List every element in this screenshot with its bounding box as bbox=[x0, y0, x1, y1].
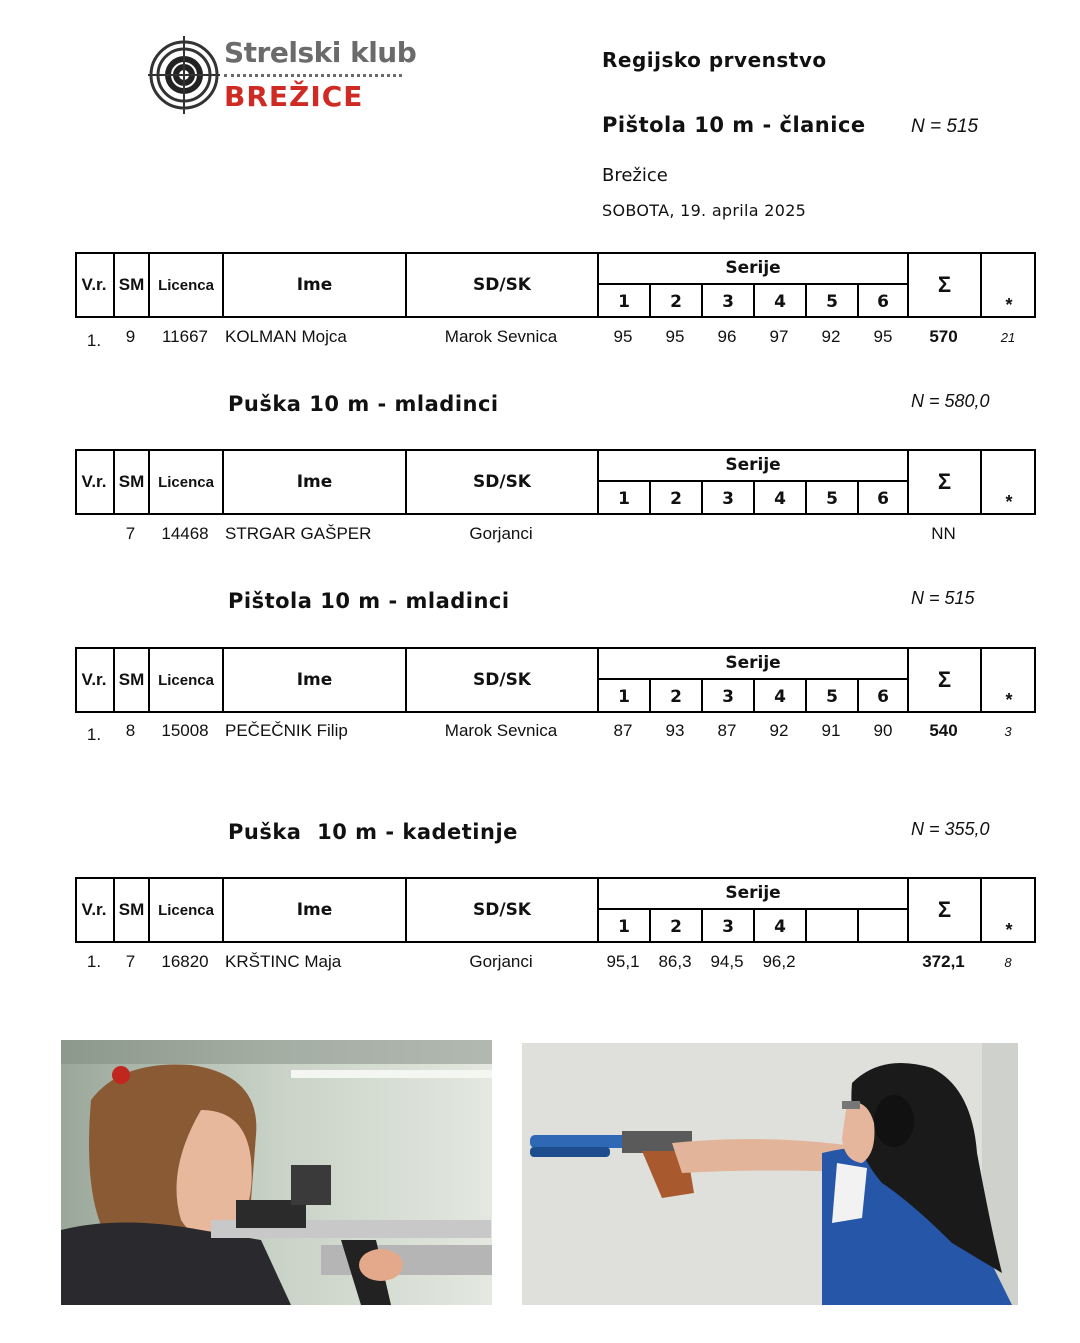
col-series: Serije bbox=[597, 877, 907, 910]
col-rank: V.r. bbox=[81, 472, 107, 491]
section-title-1: Pištola 10 m - članice bbox=[602, 113, 866, 137]
venue: Brežice bbox=[602, 165, 668, 186]
athlete-name: PEČEČNIK Filip bbox=[225, 721, 348, 740]
series-score: 96 bbox=[717, 327, 737, 346]
series-score: 95 bbox=[873, 327, 893, 346]
table-row bbox=[75, 524, 1036, 552]
club: Gorjanci bbox=[469, 524, 533, 543]
series-score: 90 bbox=[873, 721, 893, 740]
col-sm: SM bbox=[113, 252, 148, 318]
results-table-header-1 bbox=[75, 252, 1036, 318]
col-inner-tens: * bbox=[980, 252, 1036, 318]
series-score: 95 bbox=[613, 327, 633, 346]
col-name: Ime bbox=[222, 647, 405, 713]
col-series-6: 6 bbox=[857, 285, 907, 318]
results-table-header-4 bbox=[75, 877, 1036, 943]
licence: 14468 bbox=[161, 524, 209, 543]
table-row bbox=[75, 952, 1036, 980]
col-series-5 bbox=[805, 910, 857, 943]
series-score: 92 bbox=[769, 721, 789, 740]
col-series: Serije bbox=[597, 252, 907, 285]
rifle-shooter-illustration bbox=[61, 1040, 492, 1305]
col-series-3: 3 bbox=[701, 285, 753, 318]
club: Marok Sevnica bbox=[444, 327, 558, 346]
col-series-5: 5 bbox=[805, 680, 857, 713]
section-title-2: Puška 10 m - mladinci bbox=[228, 392, 499, 416]
total-score: 372,1 bbox=[922, 952, 965, 971]
section-norm-4: N = 355,0 bbox=[911, 819, 990, 839]
col-series-3: 3 bbox=[701, 680, 753, 713]
licence: 15008 bbox=[161, 721, 209, 740]
sm: 9 bbox=[125, 327, 136, 346]
col-series-6: 6 bbox=[857, 680, 907, 713]
col-series-2: 2 bbox=[649, 910, 701, 943]
col-series-1: 1 bbox=[597, 910, 649, 943]
athlete-name: KRŠTINC Maja bbox=[225, 952, 342, 971]
series-score: 93 bbox=[665, 721, 685, 740]
sm: 8 bbox=[125, 721, 136, 740]
col-licence: Licenca bbox=[148, 877, 222, 943]
athlete-name: KOLMAN Mojca bbox=[225, 327, 347, 346]
series-score: 95 bbox=[665, 327, 685, 346]
col-rank: V.r. bbox=[81, 670, 107, 689]
licence: 11667 bbox=[161, 327, 208, 346]
series-score: 94,5 bbox=[710, 952, 744, 971]
col-inner-tens: * bbox=[980, 647, 1036, 713]
series-score: 95,1 bbox=[606, 952, 640, 971]
event-date: SOBOTA, 19. aprila 2025 bbox=[602, 201, 807, 220]
col-name: Ime bbox=[222, 877, 405, 943]
series-score: 91 bbox=[821, 721, 841, 740]
col-series-6 bbox=[857, 910, 907, 943]
total-score: 540 bbox=[929, 721, 958, 740]
col-series-1: 1 bbox=[597, 680, 649, 713]
col-series-2: 2 bbox=[649, 680, 701, 713]
series-score: 92 bbox=[821, 327, 841, 346]
pistol-shooter-illustration bbox=[522, 1043, 1018, 1305]
col-licence: Licenca bbox=[148, 449, 222, 515]
col-inner-tens: * bbox=[980, 449, 1036, 515]
col-series-4: 4 bbox=[753, 680, 805, 713]
athlete-name: STRGAR GAŠPER bbox=[225, 524, 372, 543]
col-club: SD/SK bbox=[405, 252, 597, 318]
col-series-1: 1 bbox=[597, 285, 649, 318]
logo-text-bottom: BREŽICE bbox=[224, 80, 364, 113]
col-series-2: 2 bbox=[649, 285, 701, 318]
photo-rifle-shooter bbox=[61, 1040, 492, 1305]
licence: 16820 bbox=[161, 952, 209, 971]
col-series-4: 4 bbox=[753, 482, 805, 515]
inner-tens: 21 bbox=[1000, 330, 1016, 345]
inner-tens: 8 bbox=[1004, 955, 1012, 970]
club: Marok Sevnica bbox=[444, 721, 558, 740]
rank: 1. bbox=[86, 725, 102, 744]
results-table-header-3 bbox=[75, 647, 1036, 713]
logo-dotted-divider bbox=[224, 74, 402, 77]
photo-pistol-shooter bbox=[522, 1043, 1018, 1305]
logo-text-top: Strelski klub bbox=[224, 36, 417, 69]
competition-title: Regijsko prvenstvo bbox=[602, 48, 827, 72]
col-series-3: 3 bbox=[701, 910, 753, 943]
sm: 7 bbox=[125, 524, 136, 543]
section-norm-3: N = 515 bbox=[911, 588, 975, 608]
series-score: 87 bbox=[717, 721, 737, 740]
club: Gorjanci bbox=[469, 952, 533, 971]
series-score: 96,2 bbox=[762, 952, 796, 971]
table-row bbox=[75, 721, 1036, 749]
col-club: SD/SK bbox=[405, 647, 597, 713]
target-icon bbox=[148, 36, 220, 114]
col-series-3: 3 bbox=[701, 482, 753, 515]
inner-tens: 3 bbox=[1004, 724, 1012, 739]
col-total: Σ bbox=[907, 647, 980, 713]
col-rank: V.r. bbox=[81, 900, 107, 919]
col-club: SD/SK bbox=[405, 449, 597, 515]
col-series-6: 6 bbox=[857, 482, 907, 515]
col-series: Serije bbox=[597, 647, 907, 680]
col-club: SD/SK bbox=[405, 877, 597, 943]
col-licence: Licenca bbox=[148, 252, 222, 318]
series-score: 97 bbox=[769, 327, 789, 346]
col-series: Serije bbox=[597, 449, 907, 482]
col-series-2: 2 bbox=[649, 482, 701, 515]
col-series-1: 1 bbox=[597, 482, 649, 515]
section-norm-2: N = 580,0 bbox=[911, 391, 990, 411]
series-score: 86,3 bbox=[658, 952, 692, 971]
rank: 1. bbox=[86, 331, 102, 350]
col-sm: SM bbox=[113, 647, 148, 713]
section-title-3: Pištola 10 m - mladinci bbox=[228, 589, 510, 613]
col-series-5: 5 bbox=[805, 285, 857, 318]
col-rank: V.r. bbox=[81, 275, 107, 294]
total-score: NN bbox=[931, 524, 956, 543]
sm: 7 bbox=[125, 952, 136, 971]
rank: 1. bbox=[86, 952, 102, 971]
col-name: Ime bbox=[222, 449, 405, 515]
section-norm-1: N = 515 bbox=[911, 116, 979, 137]
col-licence: Licenca bbox=[148, 647, 222, 713]
col-series-5: 5 bbox=[805, 482, 857, 515]
col-name: Ime bbox=[222, 252, 405, 318]
col-total: Σ bbox=[907, 877, 980, 943]
col-series-4: 4 bbox=[753, 285, 805, 318]
results-table-header-2 bbox=[75, 449, 1036, 515]
section-title-4: Puška 10 m - kadetinje bbox=[228, 820, 518, 844]
col-total: Σ bbox=[907, 449, 980, 515]
col-sm: SM bbox=[113, 449, 148, 515]
table-row bbox=[75, 327, 1036, 355]
col-series-4: 4 bbox=[753, 910, 805, 943]
series-score: 87 bbox=[613, 721, 633, 740]
total-score: 570 bbox=[929, 327, 958, 346]
col-inner-tens: * bbox=[980, 877, 1036, 943]
col-sm: SM bbox=[113, 877, 148, 943]
club-logo bbox=[148, 36, 417, 116]
col-total: Σ bbox=[907, 252, 980, 318]
